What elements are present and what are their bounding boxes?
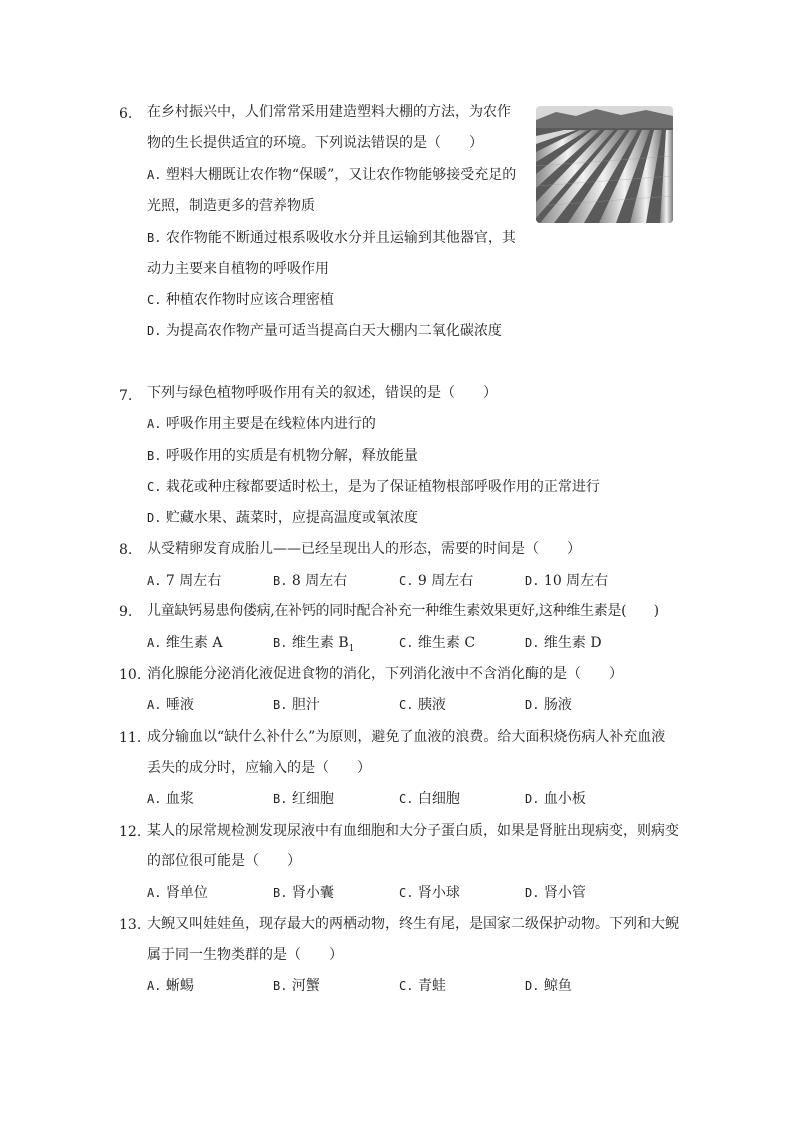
question-number: 6. [119,106,133,122]
greenhouse-photo [536,106,673,223]
option-b: B. 红细胞 [273,791,334,807]
option-b: B. 维生素 $B_1$ [273,635,355,654]
option-c: C. 白细胞 [399,791,460,807]
option-d: D. 血小板 [525,791,586,807]
question-stem-line: 属于同一生物类群的是（ ） [147,947,343,963]
option-b: B. 胆汁 [273,697,320,713]
question-number: 12. [119,824,142,840]
question-number: 8. [119,542,133,558]
question-stem-line: 的部位很可能是（ ） [147,853,301,869]
option-d: D. 为提高农作物产量可适当提高白天大棚内二氧化碳浓度 [147,323,502,339]
question-number: 10. [119,667,142,683]
option-a: A. 肾单位 [147,885,208,901]
option-d: D. 维生素 D [525,635,602,651]
question-number: 9. [119,604,133,620]
option-b: B. 河蟹 [273,978,320,994]
question-number: 13. [119,917,142,933]
option-d: D. 肾小管 [525,885,586,901]
question-stem-line: 在乡村振兴中，人们常常采用建造塑料大棚的方法，为农作 [147,104,511,120]
question-stem-line: 丢失的成分时，应输入的是（ ） [147,760,371,776]
option-b-cont: 动力主要来自植物的呼吸作用 [147,261,329,277]
option-c: C. 种植农作物时应该合理密植 [147,292,334,308]
question-stem-line: 下列与绿色植物呼吸作用有关的叙述，错误的是（ ） [147,385,497,401]
option-d: D. 10 周左右 [525,573,609,589]
option-c: C. 青蛙 [399,978,446,994]
option-b: B. 肾小囊 [273,885,334,901]
option-a: A. 呼吸作用主要是在线粒体内进行的 [147,416,376,432]
option-c: C. 维生素 C [399,635,476,651]
question-stem-line: 消化腺能分泌消化液促进食物的消化，下列消化液中不含消化酶的是（ ） [147,666,623,682]
question-stem-line: 从受精卵发育成胎儿——已经呈现出人的形态，需要的时间是（ ） [147,541,581,557]
question-number: 7. [119,388,133,404]
option-a-cont: 光照，制造更多的营养物质 [147,198,315,214]
greenhouse-photo-drawing [536,106,673,223]
option-a: A. 维生素 A [147,635,223,651]
option-a: A. 蜥蜴 [147,978,194,994]
option-a: A. 塑料大棚既让农作物“保暖”，又让农作物能够接受充足的 [147,167,517,183]
option-c: C. 肾小球 [399,885,460,901]
option-d: D. 鲸鱼 [525,978,572,994]
option-a: A. 7 周左右 [147,573,222,589]
question-stem-line: 物的生长提供适宜的环境。下列说法错误的是（ ） [147,135,483,151]
option-b: B. 呼吸作用的实质是有机物分解，释放能量 [147,448,418,464]
option-c: C. 栽花或种庄稼都要适时松土，是为了保证植物根部呼吸作用的正常进行 [147,479,600,495]
option-d: D. 肠液 [525,697,572,713]
question-stem-line: 儿童缺钙易患佝偻病,在补钙的同时配合补充一种维生素效果更好,这种维生素是( ) [147,603,659,619]
option-c: C. 胰液 [399,697,446,713]
question-number: 11. [119,730,142,746]
question-stem-line: 大鲵又叫娃娃鱼，现存最大的两栖动物，终生有尾，是国家二级保护动物。下列和大鲵 [147,916,679,932]
option-d: D. 贮藏水果、蔬菜时，应提高温度或氧浓度 [147,510,418,526]
option-b: B. 农作物能不断通过根系吸收水分并且运输到其他器官，其 [147,230,516,246]
option-a: A. 唾液 [147,697,194,713]
option-c: C. 9 周左右 [399,573,474,589]
question-stem-line: 成分输血以“缺什么补什么”为原则，避免了血液的浪费。给大面积烧伤病人补充血液 [147,729,666,745]
option-b: B. 8 周左右 [273,573,348,589]
question-stem-line: 某人的尿常规检测发现尿液中有血细胞和大分子蛋白质，如果是肾脏出现病变，则病变 [147,823,679,839]
option-a: A. 血浆 [147,791,194,807]
